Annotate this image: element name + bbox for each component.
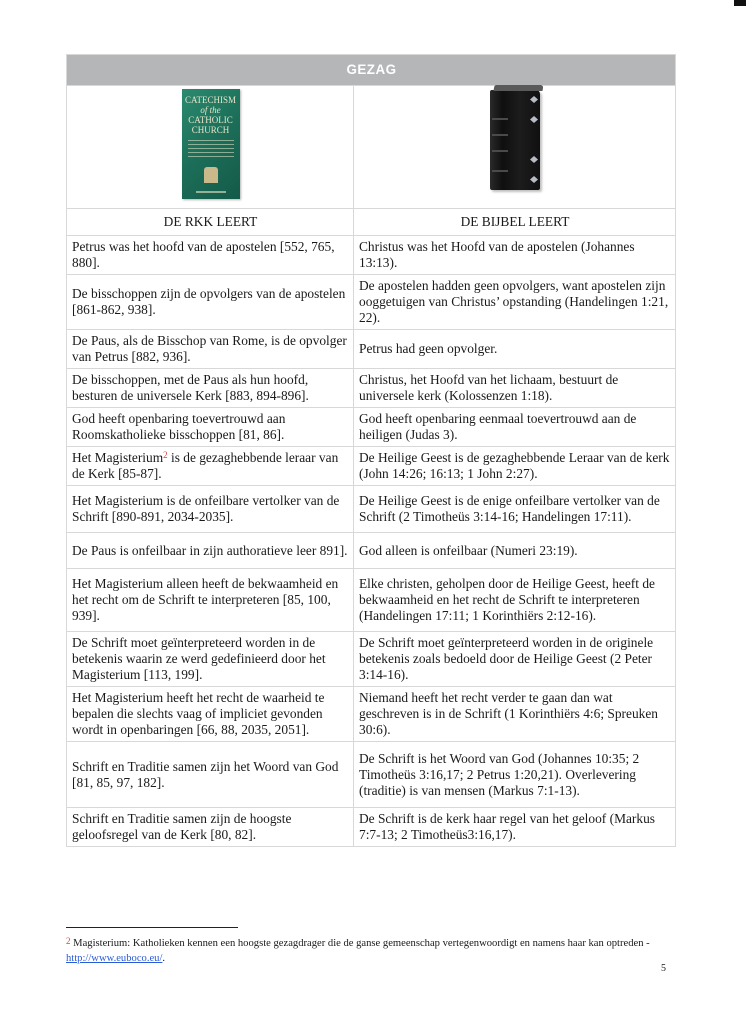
rkk-teaching-cell: Het Magisterium heeft het recht de waarheid te bepalen die slechts vaag of impliciet gevonden wordt in openbaringen [66, 88, 2035, 2051]. [67,687,354,742]
scan-corner-mark [734,0,746,6]
bible-teaching-cell: God alleen is onfeilbaar (Numeri 23:19). [354,533,676,569]
footnote-trailing: . [162,953,166,964]
bible-teaching-cell: De Schrift is het Woord van God (Johannes 10:35; 2 Timotheüs 3:16,17; 2 Petrus 1:20,21). Overlevering (traditie) is van mensen (Markus 7:1-13). [354,742,676,808]
catechism-image-cell [67,86,354,209]
rkk-teaching-cell: Het Magisterium is de onfeilbare vertolker van de Schrift [890-891, 2034-2035]. [67,486,354,533]
bible-book-icon [490,90,540,190]
rkk-teaching-cell: Het Magisterium alleen heeft de bekwaamheid en het recht om de Schrift te interpreteren [85, 100, 939]. [67,569,354,632]
rkk-teaching-cell: De Paus is onfeilbaar in zijn authoratieve leer 891]. [67,533,354,569]
column-header-bijbel: DE BIJBEL LEERT [354,209,676,236]
cover-line: of the [200,105,221,115]
column-header-rkk: DE RKK LEERT [67,209,354,236]
table-row [67,408,676,447]
footnote-separator [66,927,238,928]
bible-teaching-cell: Christus was het Hoofd van de apostelen (Johannes 13:13). [354,236,676,275]
bible-image-cell [354,86,676,209]
rkk-teaching-cell: De Paus, als de Bisschop van Rome, is de opvolger van Petrus [882, 936]. [67,330,354,369]
bible-teaching-cell: De Schrift is de kerk haar regel van het geloof (Markus 7:7-13; 2 Timotheüs3:16,17). [354,808,676,847]
page-content [66,54,675,847]
page-number: 5 [661,963,666,974]
cover-line: CHURCH [191,125,230,135]
footnote-reference[interactable]: 2 [163,450,168,460]
footnote-text: Magisterium: Katholieken kennen een hoogste gezagdrager die de ganse gemeenschap vertegenwoordigt en namens haar kan optreden - [70,938,650,949]
table-row [67,742,676,808]
bible-teaching-cell: De apostelen hadden geen opvolgers, want apostelen zijn ooggetuigen van Christus’ opstanding (Handelingen 1:21, 22). [354,275,676,330]
table-row [67,275,676,330]
cover-line: CATHOLIC [188,115,233,125]
bible-teaching-cell: Elke christen, geholpen door de Heilige Geest, heeft de bekwaamheid en het recht de Schrift te interpreteren (Handelingen 17:11; 1 Korinthiërs 2:12-16). [354,569,676,632]
bible-teaching-cell: De Schrift moet geïnterpreteerd worden in de originele betekenis zoals bedoeld door de Heilige Geest (2 Peter 3:14-16). [354,632,676,687]
table-row [67,632,676,687]
rkk-teaching-cell: Het Magisterium$^2$ is de gezaghebbende leraar van de Kerk [85-87]. [67,447,354,486]
table-title: GEZAG [67,55,676,86]
comparison-table [66,54,676,847]
rkk-teaching-cell: De bisschoppen zijn de opvolgers van de apostelen [861-862, 938]. [67,275,354,330]
bible-teaching-cell: God heeft openbaring eenmaal toevertrouwd aan de heiligen (Judas 3). [354,408,676,447]
rkk-teaching-cell: Schrift en Traditie samen zijn het Woord van God [81, 85, 97, 182]. [67,742,354,808]
bible-teaching-cell: Petrus had geen opvolger. [354,330,676,369]
footnote [66,936,686,966]
rkk-teaching-cell: De bisschoppen, met de Paus als hun hoofd, besturen de universele Kerk [883, 894-896]. [67,369,354,408]
bible-teaching-cell: Christus, het Hoofd van het lichaam, bestuurt de universele kerk (Kolossenzen 1:18). [354,369,676,408]
rkk-teaching-cell: De Schrift moet geïnterpreteerd worden in de betekenis waarin ze werd gedefinieerd door het Magisterium [113, 199]. [67,632,354,687]
bible-teaching-cell: De Heilige Geest is de enige onfeilbare vertolker van de Schrift (2 Timotheüs 3:14-16; Handelingen 17:11). [354,486,676,533]
column-header-row [67,209,676,236]
table-row [67,808,676,847]
footnote-link[interactable]: http://www.euboco.eu/ [66,953,163,964]
title-row [67,55,676,86]
table-row [67,236,676,275]
table-row [67,330,676,369]
bible-teaching-cell: De Heilige Geest is de gezaghebbende Leraar van de kerk (John 14:26; 16:13; 1 John 2:27). [354,447,676,486]
cover-line: CATECHISM [184,95,236,105]
rkk-teaching-cell: Schrift en Traditie samen zijn de hoogste geloofsregel van de Kerk [80, 82]. [67,808,354,847]
table-row [67,369,676,408]
footnote-marker: 2 [66,936,71,946]
table-row [67,569,676,632]
table-row [67,533,676,569]
catechism-book-icon [182,89,240,199]
image-row [67,86,676,209]
table-row [67,486,676,533]
table-row [67,447,676,486]
table-row [67,687,676,742]
rkk-teaching-cell: Petrus was het hoofd van de apostelen [552, 765, 880]. [67,236,354,275]
rkk-teaching-cell: God heeft openbaring toevertrouwd aan Roomskatholieke bisschoppen [81, 86]. [67,408,354,447]
bible-teaching-cell: Niemand heeft het recht verder te gaan dan wat geschreven is in de Schrift (1 Korinthiërs 4:6; Spreuken 30:6). [354,687,676,742]
